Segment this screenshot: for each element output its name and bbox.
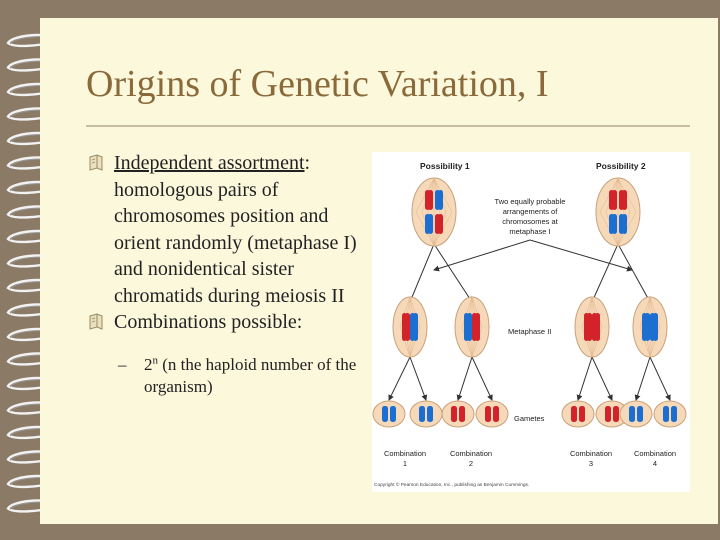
chromatid (467, 313, 472, 341)
gamete-cell (410, 401, 442, 427)
label-combination-num: 2 (468, 459, 474, 468)
arrow (472, 357, 492, 400)
chromosome (605, 406, 611, 422)
chromatid (645, 313, 650, 341)
chromosome (427, 406, 433, 422)
label-gametes: Gametes (514, 414, 545, 423)
chromatid (622, 214, 627, 234)
label-combination-num: 1 (402, 459, 408, 468)
term-independent-assortment: Independent assortment (114, 152, 305, 174)
arrow (410, 357, 426, 400)
chromatid (622, 190, 627, 210)
copyright-notice: Copyright © Pearson Education, Inc., publishing as Benjamin Cummings. (374, 483, 530, 488)
title-divider (86, 125, 690, 127)
gamete-cell (620, 401, 652, 427)
gamete-cell (562, 401, 594, 427)
chromatid (438, 214, 443, 234)
chromatid (438, 190, 443, 210)
chromatid (595, 313, 600, 341)
chromatid (428, 190, 433, 210)
formula-exponent: n (152, 353, 158, 366)
gamete-cell (476, 401, 508, 427)
gamete-cell (654, 401, 686, 427)
formula-base: 2 (144, 354, 153, 374)
metaphase-2-cell (455, 297, 489, 357)
independent-assortment-diagram (372, 152, 690, 492)
chromosome (493, 406, 499, 422)
arrow (389, 357, 410, 400)
label-possibility-1: Possibility 1 (420, 161, 470, 171)
label-combination-word: Combination (449, 449, 493, 458)
label-combination-word: Combination (633, 449, 677, 458)
chromosome (419, 406, 425, 422)
label-combination-word: Combination (383, 449, 427, 458)
caption-line: chromosomes at (502, 217, 558, 226)
arrow (578, 357, 592, 400)
chromosome (671, 406, 677, 422)
sub-bullet-formula (88, 354, 373, 398)
arrow (592, 357, 612, 400)
metaphase-2-cell (393, 297, 427, 357)
label-possibility-2: Possibility 2 (596, 161, 646, 171)
chromatid (413, 313, 418, 341)
arrow (618, 244, 650, 302)
chromatid (428, 214, 433, 234)
book-bullet-icon (88, 313, 104, 331)
formula-text: (n the haploid number of the organism) (144, 354, 357, 396)
chromatid (475, 313, 480, 341)
chromosome (451, 406, 457, 422)
dash-marker: – (118, 354, 127, 374)
bullet-list (88, 150, 373, 398)
book-bullet-icon (88, 154, 104, 172)
label-metaphase-2: Metaphase II (508, 327, 552, 336)
chromosome (637, 406, 643, 422)
metaphase-2-cell (575, 297, 609, 357)
arrow (434, 244, 472, 302)
bullet-independent-assortment (88, 150, 373, 309)
gamete-cell (442, 401, 474, 427)
chromosome (663, 406, 669, 422)
bullet-text: Combinations possible: (114, 311, 303, 333)
arrow (458, 357, 472, 400)
label-combination-num: 3 (588, 459, 594, 468)
label-combination-word: Combination (569, 449, 613, 458)
chromatid (653, 313, 658, 341)
caption-line: metaphase I (509, 227, 551, 236)
meiosis-figure (372, 152, 690, 492)
chromatid (612, 214, 617, 234)
arrow (650, 357, 670, 400)
chromosome (390, 406, 396, 422)
arrow (410, 244, 434, 302)
caption-line: arrangements of (502, 207, 558, 216)
chromosome (571, 406, 577, 422)
caption-line: Two equally probable (494, 197, 566, 206)
metaphase-2-cell (633, 297, 667, 357)
gamete-cell (373, 401, 405, 427)
label-combination-num: 4 (652, 459, 658, 468)
chromatid (587, 313, 592, 341)
chromosome (579, 406, 585, 422)
metaphase-1-cell (596, 178, 640, 246)
chromosome (613, 406, 619, 422)
bullet-combinations (88, 309, 373, 336)
chromatid (405, 313, 410, 341)
chromosome (459, 406, 465, 422)
arrow (592, 244, 618, 302)
arrow (636, 357, 650, 400)
chromosome (382, 406, 388, 422)
chromatid (612, 190, 617, 210)
chromosome (485, 406, 491, 422)
metaphase-1-cell (412, 178, 456, 246)
slide-title: Origins of Genetic Variation, I (86, 63, 549, 105)
arrows (389, 240, 670, 400)
chromosome (629, 406, 635, 422)
bullet-text: : homologous pairs of chromosomes position and orient randomly (metaphase I) and nonidentical sister chromatids during meiosis II (114, 152, 357, 307)
